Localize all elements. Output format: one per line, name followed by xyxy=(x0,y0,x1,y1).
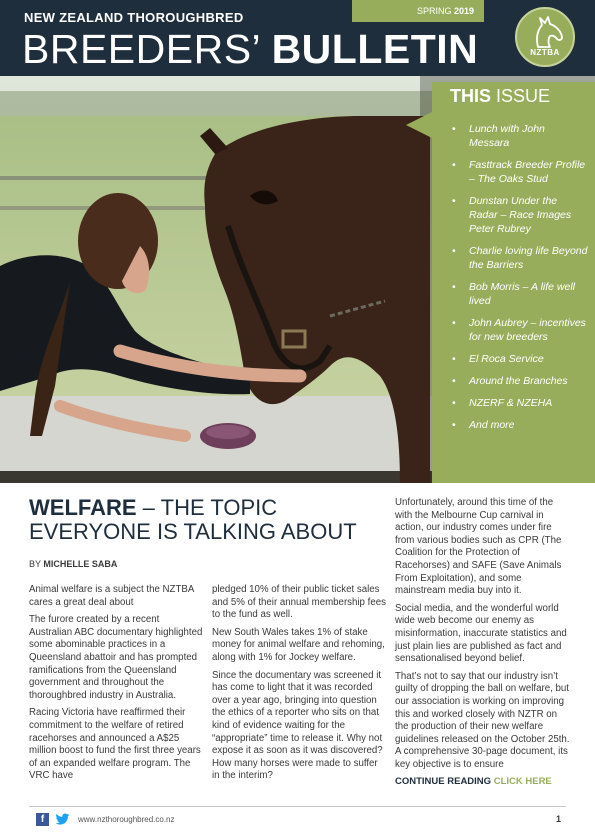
footer-divider xyxy=(29,806,566,807)
this-issue-heading xyxy=(450,86,550,107)
continue-reading xyxy=(395,776,552,787)
paragraph: New South Wales takes 1% of stake money for animal welfare and rehoming, along with 1% for Jockey welfare. xyxy=(212,626,385,663)
headline-rest: – THE TOPIC EVERYONE IS TALKING ABOUT xyxy=(29,495,357,544)
paragraph: The furore created by a recent Australian ABC documentary highlighted some abominable practices in a Queensland abattoir and has prompted ramifications from the Queensland government and throughout the thoroughbred industry in Australia. xyxy=(29,614,203,701)
issue-item[interactable]: • John Aubrey – incentives for new breeders xyxy=(452,316,588,344)
author-name: MICHELLE SABA xyxy=(43,559,118,569)
issue-item[interactable]: • Dunstan Under the Radar – Race Images Peter Rubrey xyxy=(452,194,588,236)
twitter-icon[interactable] xyxy=(55,813,70,826)
issue-item[interactable]: • El Roca Service xyxy=(452,352,588,366)
season-badge xyxy=(352,0,484,22)
masthead-title xyxy=(22,26,478,72)
facebook-icon[interactable]: f xyxy=(36,813,49,826)
nztba-logo xyxy=(515,7,575,67)
issue-item[interactable]: • Fasttrack Breeder Profile – The Oaks Stud xyxy=(452,158,588,186)
paragraph: Animal welfare is a subject the NZTBA cares a great deal about xyxy=(29,584,194,608)
website-link[interactable]: www.nzthoroughbred.co.nz xyxy=(78,815,175,824)
issue-panel-notch xyxy=(406,112,432,138)
continue-reading-label: CONTINUE READING xyxy=(395,776,492,787)
article-headline xyxy=(29,496,389,544)
issue-item[interactable]: • Bob Morris – A life well lived xyxy=(452,280,588,308)
masthead-title-thin: BREEDERS’ xyxy=(22,26,260,72)
masthead-title-bold: BULLETIN xyxy=(271,26,479,72)
issue-item[interactable]: • Charlie loving life Beyond the Barriers xyxy=(452,244,588,272)
article-column-2 xyxy=(212,584,387,788)
logo-text: NZTBA xyxy=(530,48,560,57)
paragraph: Unfortunately, around this time of the with the Melbourne Cup carnival in action, our industry comes under fire from various bodies such as CPR (The Coalition for the Protection of Racehorses) and SAFE (Save Animals From Exploitation), and some mainstream media buy into it. xyxy=(395,497,562,597)
this-issue-panel xyxy=(432,82,595,483)
issue-item[interactable]: • Around the Branches xyxy=(452,374,588,388)
paragraph: pledged 10% of their public ticket sales and 5% of their annual membership fees to the fund as well. xyxy=(212,584,386,621)
this-issue-heading-rest: ISSUE xyxy=(496,86,551,106)
horse-head-icon xyxy=(526,15,566,49)
season-label: SPRING xyxy=(416,6,452,16)
article-column-1 xyxy=(29,584,204,788)
headline-bold: WELFARE xyxy=(29,495,137,520)
issue-item[interactable]: • NZERF & NZEHA xyxy=(452,396,588,410)
article-column-3 xyxy=(395,497,570,776)
paragraph: That’s not to say that our industry isn’t guilty of dropping the ball on welfare, but our association is working on improving this and worked closely with NZTR on the production of their new welfare guidelines released on the October 25th. A comprehensive 30-page document, its key objective is to ensure xyxy=(395,670,570,770)
masthead-subtitle: NEW ZEALAND THOROUGHBRED xyxy=(24,10,244,25)
byline-prefix: BY xyxy=(29,559,41,569)
click-here-link[interactable]: CLICK HERE xyxy=(493,776,552,787)
issue-item[interactable]: • Lunch with John Messara xyxy=(452,122,588,150)
this-issue-heading-bold: THIS xyxy=(450,86,492,106)
byline xyxy=(29,559,117,569)
issue-list xyxy=(452,122,588,440)
issue-item[interactable]: • And more xyxy=(452,418,588,432)
paragraph: Social media, and the wonderful world wide web become our enemy as misinformation, inaccurate statistics and just plain lies are published as fact and sensationalised beyond belief. xyxy=(395,602,567,665)
masthead xyxy=(0,0,595,76)
season-year: 2019 xyxy=(453,6,474,16)
paragraph: Racing Victoria have reaffirmed their commitment to the welfare of retired racehorses and announced a A$25 million boost to fund the first three years of an expanded welfare program. The VRC have xyxy=(29,707,201,782)
page-number: 1 xyxy=(556,814,562,824)
paragraph: Since the documentary was screened it has come to light that it was recorded over a year ago, bringing into question the ethics of a reporter who sits on that kind of evidence waiting for the “appropriate” time to release it. Why not expose it as soon as it was discovered? How many horses were made to suffer in the interim? xyxy=(212,669,383,782)
